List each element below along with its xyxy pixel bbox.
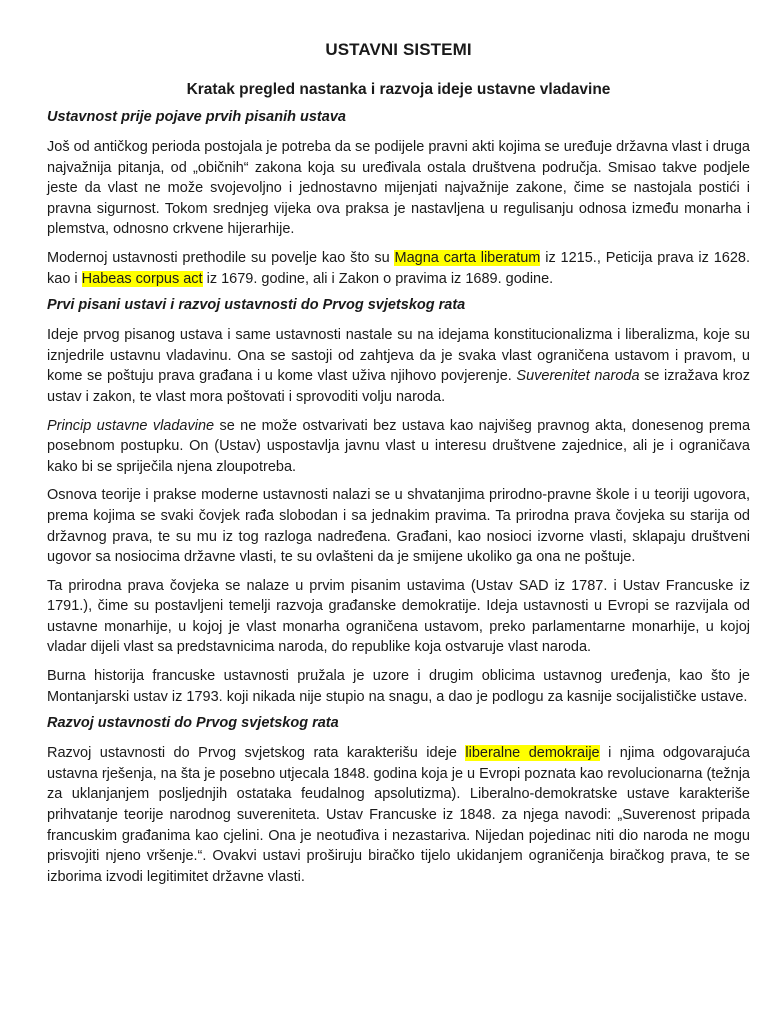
highlight-magna-carta: Magna carta liberatum (394, 249, 541, 266)
paragraph-8-text-a: Razvoj ustavnosti do Prvog svjetskog rata karakterišu ideje (47, 745, 466, 762)
document-title: USTAVNI SISTEMI (325, 40, 472, 59)
paragraph-4-text-b: se ne može ostvarivati bez ustava kao najvišeg pravnog akta, donesenog prema posebnom postupku. On (Ustav) uspostavlja javnu vlast u interesu društvene zajednice, ali je i ograničava kako bi se spriječila njena zloupotreba. (47, 417, 751, 475)
highlight-habeas-corpus: Habeas corpus act (81, 270, 203, 287)
paragraph-8 (47, 743, 750, 887)
paragraph-2-text-a: Modernoj ustavnosti prethodile su povelje kao što su (47, 249, 395, 266)
document-subtitle: Kratak pregled nastanka i razvoja ideje ustavne vladavine (186, 81, 611, 98)
italic-suverenitet-naroda: Suverenitet naroda (516, 368, 640, 385)
paragraph-2-text-b: iz 1215., Peticija prava iz 1628. kao i (47, 249, 751, 287)
paragraph-3-text-a: Ideje prvog pisanog ustava i same ustavnosti nastale su na idejama konstitucionalizma i liberalizma, koje su iznjedrile ustavnu vladavinu. Ona se sastoji od zahtjeva da je svaka vlast ograničena ustavom i pravom, u kome se poštuju prava građana i u kome vlast uživa njihovo povjerenje. (47, 327, 750, 385)
paragraph-1: Još od antičkog perioda postojala je potreba da se podijele pravni akti kojima se uređuje državna vlast i druga najvažnija pitanja, od „običnih“ zakona koja su uređivala ostala društvena područja. Smisao takve podjele jeste da vlast ne može svojevoljno i jednostavno mijenjati najvažnije zakone, čime se nastojala postići i pravna sigurnost. Tokom srednjeg vijeka ova praksa je nastavljena u regulisanju odnosa između monarha i plemstva, odnosno crkvene hijerarhije. (47, 139, 750, 238)
paragraph-6: Ta prirodna prava čovjeka se nalaze u prvim pisanim ustavima (Ustav SAD iz 1787. i Ustav Francuske iz 1791.), čime su postavljeni temelji razvoja građanske demokratije. Ideja ustavnosti u Evropi se razvijala od ustavne monarhije, u kojoj je vlast monarha ograničena ustavom, preko parlamentarne monarhije, u kojoj vladar dijeli vlast sa predstavnicima naroda, do republike koja ostvaruje vlast naroda. (47, 577, 750, 656)
paragraph-7: Burna historija francuske ustavnosti pružala je uzore i drugim oblicima ustavnog uređenja, kao što je Montanjarski ustav iz 1793. koji nikada nije stupio na snagu, a dao je podlogu za kasnije socijalističke ustave. (47, 668, 750, 705)
paragraph-3 (47, 325, 750, 407)
section-heading-3: Razvoj ustavnosti do Prvog svjetskog rata (47, 715, 339, 732)
document-page (47, 40, 750, 895)
section-heading-1: Ustavnost prije pojave prvih pisanih ustava (47, 109, 346, 125)
paragraph-5: Osnova teorije i prakse moderne ustavnosti nalazi se u shvatanjima prirodno-pravne škole i u teoriji ugovora, prema kojima se svaki čovjek rađa slobodan i sa jednakim pravima. Ta prirodna prava čovjeka su starija od državnog prava, te su mu iz tog razloga nadređena. Građani, kao nosioci izvorne vlasti, sklapaju društveni ugovor sa nosiocima državne vlasti, te su ovlašteni da je smijene ukoliko ga ona ne poštuje. (47, 487, 750, 566)
paragraph-2 (47, 248, 750, 289)
italic-princip-ustavne-vladavine: Princip ustavne vladavine (47, 417, 215, 434)
section-heading-2: Prvi pisani ustavi i razvoj ustavnosti do Prvog svjetskog rata (47, 297, 466, 314)
paragraph-3-text-b: se izražava kroz ustav i zakon, te vlast mora poštovati i sprovoditi volju naroda. (47, 368, 750, 405)
paragraph-2-text-c: iz 1679. godine, ali i Zakon o pravima iz 1689. godine. (202, 270, 554, 287)
highlight-liberalne-demokraije: liberalne demokraije (465, 745, 600, 762)
paragraph-4 (47, 416, 750, 478)
paragraph-8-text-b: i njima odgovarajuća ustavna rješenja, na šta je posebno utjecala 1848. godina koja je u Evropi poznata kao revolucionarna (težnja za uklanjanjem posljednjih ostataka feudalnog apsolutizma). Liberalno-demokratske ustave karakteriše prihvatanje teorije narodnog suvereniteta. Ustav Francuske iz 1848. za njega navodi: „Suverenost pripada francuskim građanima kao cjelini. Ona je neotuđiva i nezastariva. Nijedan pojedinac niti dio naroda ne mogu prisvojiti njeno vršenje.“. Ovakvi ustavi proširuju biračko tijelo ukidanjem ograničenja biračkog prava, te se izborima izvodi legitimitet državne vlasti. (47, 745, 750, 885)
